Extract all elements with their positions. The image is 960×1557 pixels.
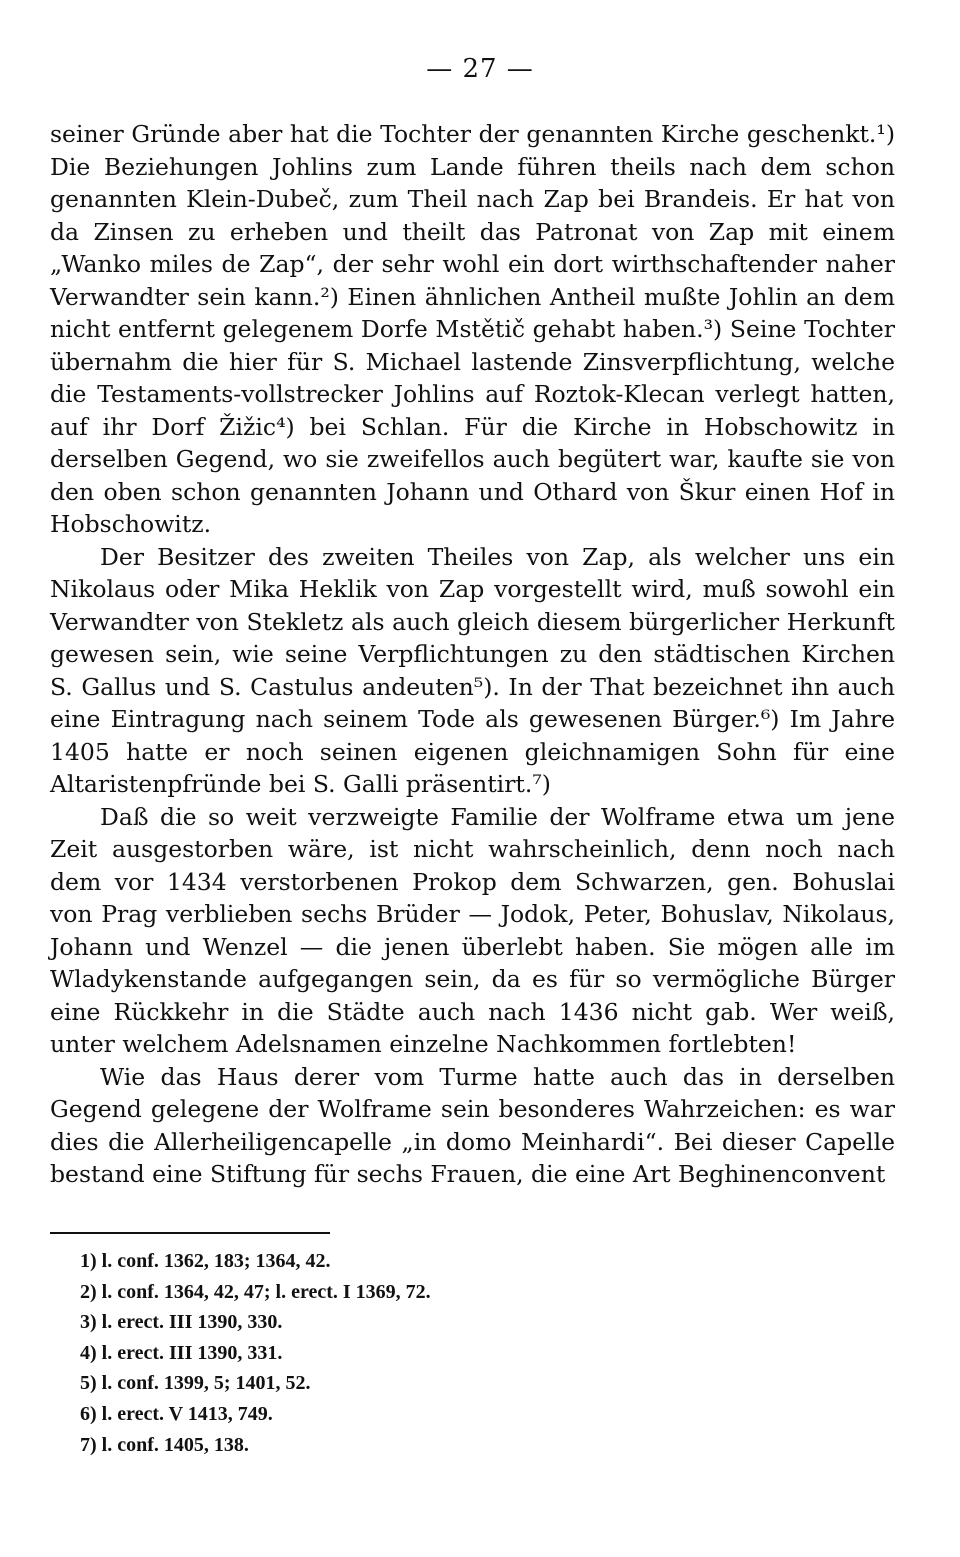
footnote-1: 1) l. conf. 1362, 183; 1364, 42. [80, 1250, 331, 1272]
body-text [50, 118, 895, 1191]
paragraph-1: seiner Gründe aber hat die Tochter der genannten Kirche geschenkt.¹) Die Beziehungen Johlins zum Lande führen theils nach dem schon genannten Klein-Dubeč, zum Theil nach Zap bei Brandeis. Er hat von da Zinsen zu erheben und theilt das Patronat von Zap mit einem „Wanko miles de Zap“, der sehr wohl ein dort wirthschaftender naher Verwandter sein kann.²) Einen ähnlichen Antheil mußte Johlin an dem nicht entfernt gelegenem Dorfe Mstětič gehabt haben.³) Seine Tochter übernahm die hier für S. Michael lastende Zinsverpflichtung, welche die Testaments-vollstrecker Johlins auf Roztok-Klecan verlegt hatten, auf ihr Dorf Žižic⁴) bei Schlan. Für die Kirche in Hobschowitz in derselben Gegend, wo sie zweifellos auch begütert war, kaufte sie von den oben schon genannten Johann und Othard von Škur einen Hof in Hobschowitz. [50, 120, 895, 538]
paragraph-4: Wie das Haus derer vom Turme hatte auch das in derselben Gegend gelegene der Wolframe sein besonderes Wahrzeichen: es war dies die Allerheiligencapelle „in domo Meinhardi“. Bei dieser Capelle bestand eine Stiftung für sechs Frauen, die eine Art Beghinenconvent [50, 1062, 895, 1188]
footnote-4: 4) l. erect. III 1390, 331. [80, 1341, 283, 1364]
footnotes-list [80, 1246, 780, 1460]
footnote-separator [50, 1232, 330, 1234]
page-number: — 27 — [426, 54, 534, 84]
footnote-6: 6) l. erect. V 1413, 749. [80, 1402, 273, 1425]
footnote-3: 3) l. erect. III 1390, 330. [80, 1311, 283, 1334]
paragraph-3: Daß die so weit verzweigte Familie der Wolframe etwa um jene Zeit ausgestorben wäre, ist nicht wahrscheinlich, denn noch nach dem vor 1434 verstorbenen Prokop dem Schwarzen, gen. Bohuslai von Prag verblieben sechs Brüder — Jodok, Peter, Bohuslav, Nikolaus, Johann und Wenzel — die jenen überlebt haben. Sie mögen alle im Wladykenstande aufgegangen sein, da es für so vermögliche Bürger eine Rückkehr in die Städte auch nach 1436 nicht gab. Wer weiß, unter welchem Adelsnamen einzelne Nachkommen fortlebten! [50, 802, 895, 1058]
footnote-2: 2) l. conf. 1364, 42, 47; l. erect. I 1369, 72. [80, 1280, 431, 1303]
paragraph-2: Der Besitzer des zweiten Theiles von Zap, als welcher uns ein Nikolaus oder Mika Heklik von Zap vorgestellt wird, muß sowohl ein Verwandter von Stekletz als auch gleich diesem bürgerlicher Herkunft gewesen sein, wie seine Verpflichtungen zu den städtischen Kirchen S. Gallus und S. Castulus andeuten⁵). In der That bezeichnet ihn auch eine Eintragung nach seinem Tode als gewesenen Bürger.⁶) Im Jahre 1405 hatte er noch seinen eigenen gleichnamigen Sohn für eine Altaristenpfründe bei S. Galli präsentirt.⁷) [50, 542, 895, 798]
footnote-5: 5) l. conf. 1399, 5; 1401, 52. [80, 1372, 311, 1395]
footnote-7: 7) l. conf. 1405, 138. [80, 1433, 249, 1456]
